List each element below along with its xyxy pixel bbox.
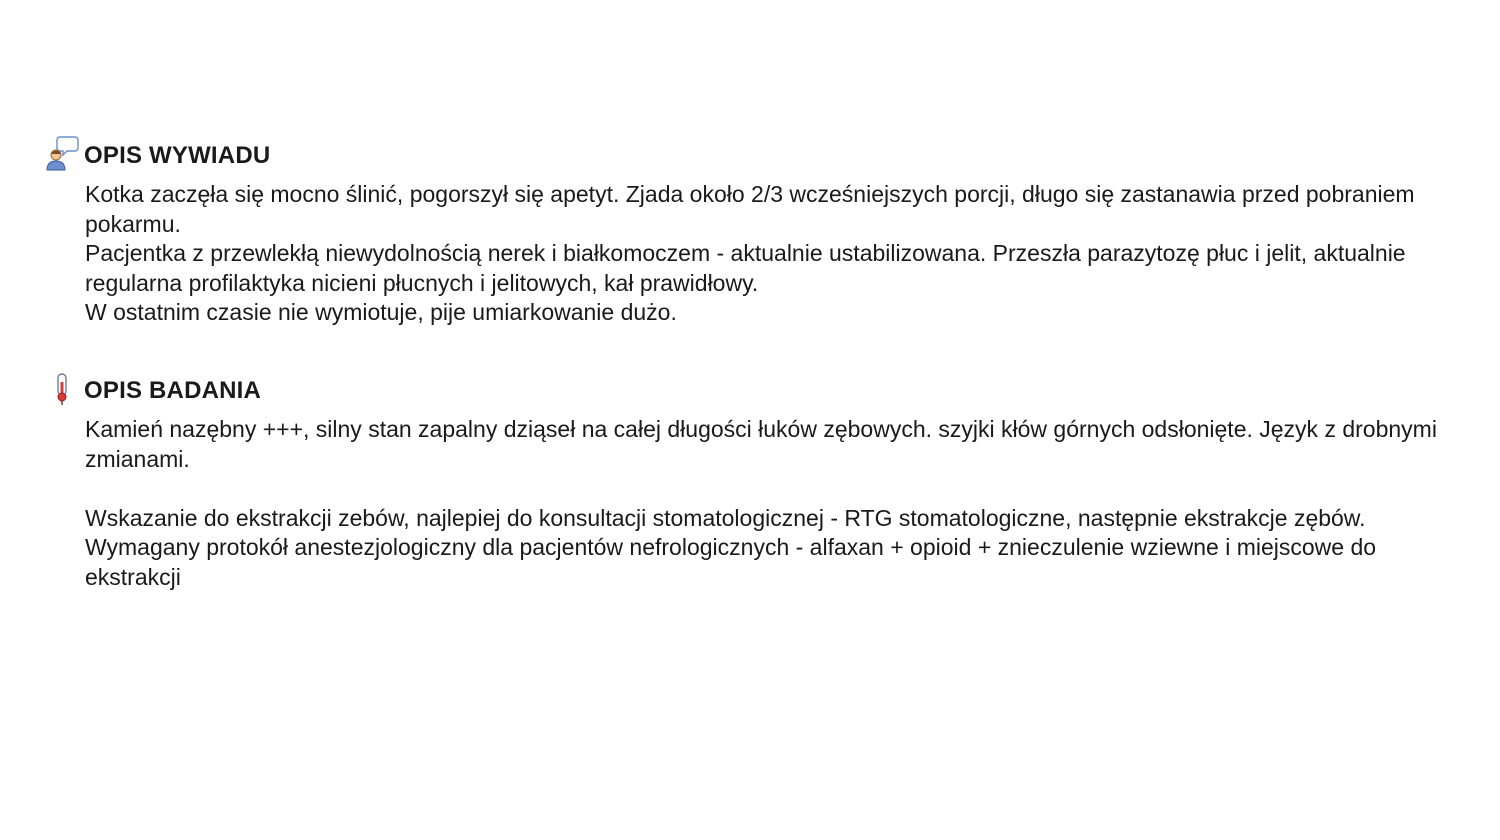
interview-paragraph: W ostatnim czasie nie wymiotuje, pije umiarkowanie dużo. <box>85 299 677 326</box>
interview-paragraph: Kotka zaczęła się mocno ślinić, pogorszył się apetyt. Zjada około 2/3 wcześniejszych porcji, długo się zastanawia przed pobraniem pokarmu. <box>85 181 1415 237</box>
exam-paragraph: Wskazanie do ekstrakcji zebów, najlepiej do konsultacji stomatologicznej - RTG stomatologiczne, następnie ekstrakcje zębów. <box>85 504 1366 531</box>
exam-paragraph: Wymagany protokół anestezjologiczny dla pacjentów nefrologicznych - alfaxan + opioid + znieczulenie wziewne i miejscowe do ekstrakcji <box>85 534 1377 590</box>
exam-section <box>46 366 1466 593</box>
thermometer-icon <box>46 370 80 406</box>
interview-section <box>46 131 1466 328</box>
person-speech-bubble-icon <box>46 135 80 171</box>
interview-header <box>46 131 1466 171</box>
interview-paragraph: Pacjentka z przewlekłą niewydolnością nerek i białkomoczem - aktualnie ustabilizowana. Przeszła parazytozę płuc i jelit, aktualnie regularna profilaktyka nicieni płucnych i jelitowych, kał prawidłowy. <box>85 240 1406 296</box>
exam-paragraph: Kamień nazębny +++, silny stan zapalny dziąseł na całej długości łuków zębowych. szyjki kłów górnych odsłonięte. Język z drobnymi zmianami. <box>85 416 1437 472</box>
interview-title: OPIS WYWIADU <box>84 142 271 169</box>
exam-body <box>85 415 1466 593</box>
exam-header <box>46 366 1466 406</box>
interview-body <box>85 180 1466 328</box>
exam-title: OPIS BADANIA <box>84 377 262 404</box>
